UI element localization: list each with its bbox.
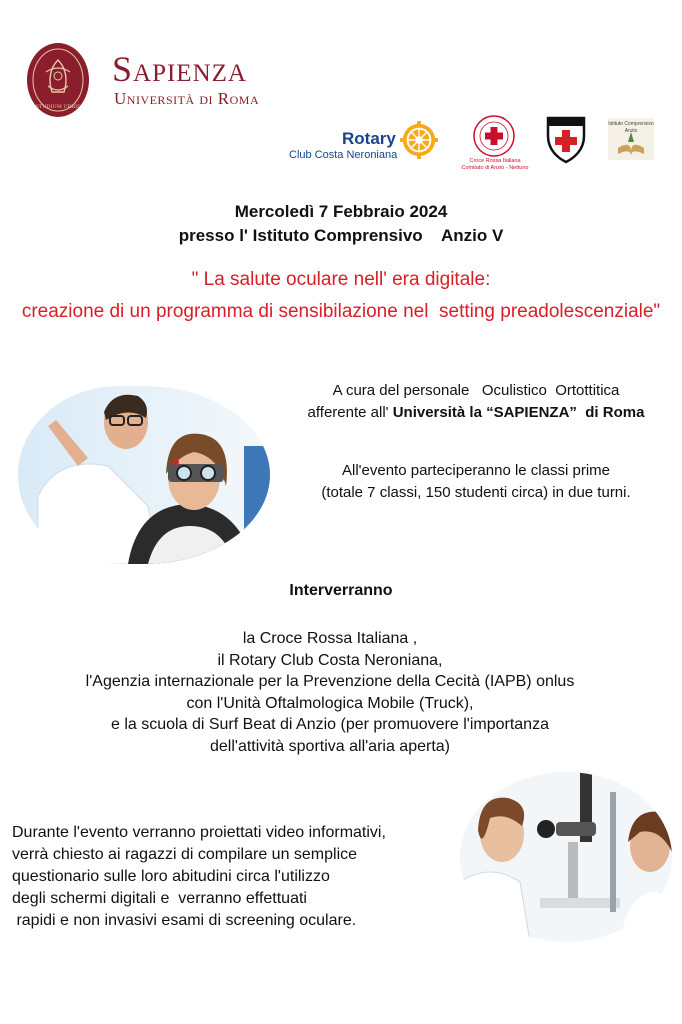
event-date: Mercoledì 7 Febbraio 2024 (234, 202, 448, 221)
croce-rossa-logo (472, 114, 516, 158)
curated-by-block (276, 380, 676, 424)
speakers-list (0, 628, 660, 758)
university-subtitle: Università di Roma (114, 89, 260, 108)
speakers-heading: Interverranno (289, 582, 393, 599)
curated-line2-bold: Università la “SAPIENZA” di Roma (392, 404, 645, 421)
cri-caption-2: Comitato di Anzio - Nettuno (461, 164, 529, 171)
speaker-line: dell'attività sportiva all'aria aperta) (210, 737, 450, 755)
event-venue: presso l' Istituto Comprensivo Anzio V (178, 226, 504, 245)
rotary-club-name: Club Costa Neroniana (289, 149, 398, 161)
event-title-line1: " La salute oculare nell' era digitale: (191, 269, 491, 290)
curated-line2 (276, 402, 676, 424)
cri-caption-1: Croce Rossa Italiana (469, 158, 521, 164)
curated-line1: A cura del personale Oculistico Ortottitica (332, 382, 620, 399)
school-logo-text-2: Anzio (624, 127, 638, 134)
closing-line: verrà chiesto ai ragazzi di compilare un semplice (12, 846, 358, 863)
speaker-line: il Rotary Club Costa Neroniana, (217, 651, 443, 669)
closing-line: Durante l'evento verranno proiettati video informativi, (12, 824, 386, 841)
speaker-line: e la scuola di Surf Beat di Anzio (per promuovere l'importanza (111, 716, 549, 734)
classes-line2: (totale 7 classi, 150 studenti circa) in due turni. (321, 484, 631, 501)
school-logo-text-1: Istituto Comprensivo (608, 121, 654, 127)
red-cross-shield-icon (544, 112, 588, 164)
curated-line2-prefix: afferente all' (307, 404, 393, 421)
school-logo-text (608, 121, 654, 134)
classes-line1: All'evento parteciperanno le classi prime (341, 462, 610, 479)
eye-exam-photo (460, 772, 672, 942)
closing-line: questionario sulle loro abitudini circa l'utilizzo (12, 868, 330, 885)
closing-line: rapidi e non invasivi esami di screening oculare. (12, 912, 357, 929)
speaker-line: l'Agenzia internazionale per la Prevenzione della Cecità (IAPB) onlus (85, 673, 575, 691)
rotary-wheel-icon (400, 121, 438, 159)
seal-motto: STUDIUM URBIS (35, 104, 81, 110)
speaker-line: con l'Unità Oftalmologica Mobile (Truck), (186, 694, 474, 712)
sapienza-seal-logo (26, 42, 90, 118)
closing-text (12, 822, 472, 932)
university-name: Sapienza (112, 49, 247, 89)
closing-line: degli schermi digitali e verranno effettuati (12, 890, 307, 907)
event-title-line2: creazione di un programma di sensibilazione nel setting preadolescenziale" (21, 301, 661, 322)
classes-block (276, 460, 676, 504)
croce-rossa-caption (456, 158, 534, 171)
speaker-line: la Croce Rossa Italiana , (242, 630, 418, 647)
doctor-patient-photo (18, 386, 270, 564)
rotary-wordmark: Rotary (342, 129, 396, 148)
